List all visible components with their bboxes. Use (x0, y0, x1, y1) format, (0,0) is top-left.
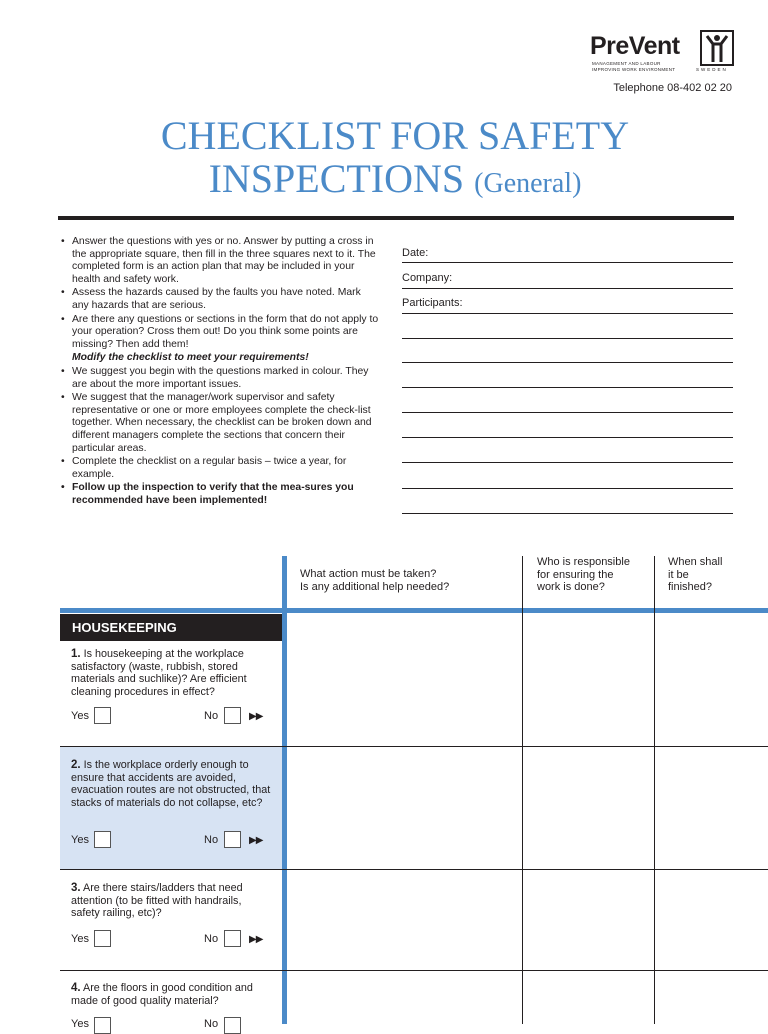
question-2 (71, 759, 273, 809)
logo-wordmark: PreVent (590, 32, 680, 60)
participants-line[interactable] (402, 462, 733, 463)
yes-checkbox[interactable] (94, 930, 111, 947)
row-divider (60, 869, 768, 870)
column-header-when (668, 556, 722, 594)
logo-figure-icon (700, 30, 734, 66)
participants-label: Participants: (402, 297, 463, 309)
section-header-housekeeping: HOUSEKEEPING (60, 614, 282, 641)
question-text: Is the workplace orderly enough to ensure that accidents are avoided, evacuation routes are not obstructed, that stacks of materials do not collapse, etc? (71, 759, 271, 809)
column-header-action (300, 568, 449, 593)
question-number: 1. (71, 648, 81, 660)
column-header-action-line: Is any additional help needed? (300, 580, 450, 593)
logo-country: SWEDEN (696, 67, 728, 72)
participants-line[interactable] (402, 513, 733, 514)
company-line[interactable] (402, 288, 733, 289)
arrow-icon: ▶▶ (249, 711, 263, 722)
no-checkbox[interactable] (224, 831, 241, 848)
participants-line[interactable] (402, 387, 733, 388)
no-checkbox[interactable] (224, 930, 241, 947)
no-label: No (204, 1018, 219, 1030)
no-label: No (204, 834, 219, 846)
no-checkbox[interactable] (224, 707, 241, 724)
no-label: No (204, 710, 219, 722)
question-column-divider (282, 556, 287, 1024)
participants-line[interactable] (402, 412, 733, 413)
yes-label: Yes (71, 933, 89, 945)
instruction-item-bold: • Follow up the inspection to verify that the mea-sures you recommended have been implemented! (60, 482, 380, 507)
column-header-who-line: work is done? (537, 581, 605, 593)
question-text: Is housekeeping at the workplace satisfactory (waste, rubbish, stored materials and suchlike)? Are efficient cleaning procedures in effect? (71, 648, 247, 698)
yes-label: Yes (71, 834, 89, 846)
question-1 (71, 648, 273, 698)
page-title-line-1: CHECKLIST FOR SAFETY (160, 113, 630, 158)
date-label: Date: (402, 247, 429, 259)
row-divider (60, 970, 768, 971)
question-number: 3. (71, 882, 81, 894)
participants-line[interactable] (402, 338, 733, 339)
no-label: No (204, 933, 219, 945)
participants-line[interactable] (402, 362, 733, 363)
logo-tagline-2: IMPROVING WORK ENVIRONMENT (592, 67, 676, 72)
instruction-item: • Assess the hazards caused by the faults you have noted. Mark any hazards that are serious. (60, 287, 380, 312)
yes-label: Yes (71, 1018, 89, 1030)
question-3 (71, 882, 273, 920)
instruction-item: • We suggest that the manager/work supervisor and safety representative or one or more employees complete the check-list together. When necessary, the checklist can be broken down and different managers complete the sections that concern their particular areas. (60, 392, 380, 455)
no-checkbox[interactable] (224, 1017, 241, 1034)
question-text: Are there stairs/ladders that need attention (to be fitted with handrails, safety railing, etc)? (71, 882, 243, 919)
yes-checkbox[interactable] (94, 707, 111, 724)
logo-tagline-1: MANAGEMENT AND LABOUR (592, 61, 661, 66)
page-title-line-2 (0, 155, 768, 202)
yes-label: Yes (71, 710, 89, 722)
yes-checkbox[interactable] (94, 1017, 111, 1034)
column-header-who (537, 556, 630, 594)
telephone-number: Telephone 08-402 02 20 (613, 82, 732, 94)
table-header-rule (60, 608, 768, 613)
question-number: 2. (71, 759, 81, 771)
participants-line[interactable] (402, 488, 733, 489)
arrow-icon: ▶▶ (249, 835, 263, 846)
instruction-item: • Complete the checklist on a regular basis – twice a year, for example. (60, 456, 380, 481)
row-divider (60, 746, 768, 747)
participants-line[interactable] (402, 437, 733, 438)
column-divider (522, 556, 523, 1024)
page-subtitle: (General) (474, 168, 582, 199)
title-divider (58, 216, 734, 220)
date-line[interactable] (402, 262, 733, 263)
column-header-when-line: When shall (668, 556, 723, 568)
column-header-who-line: Who is responsible (537, 556, 630, 568)
question-4 (71, 982, 273, 1007)
column-header-who-line: for ensuring the (537, 568, 614, 581)
page-title-main: INSPECTIONS (208, 156, 465, 201)
column-divider (654, 556, 655, 1024)
participants-line[interactable] (402, 313, 733, 314)
instruction-item: • We suggest you begin with the questions marked in colour. They are about the more important issues. (60, 366, 380, 391)
yes-checkbox[interactable] (94, 831, 111, 848)
arrow-icon: ▶▶ (249, 934, 263, 945)
instruction-item: • Answer the questions with yes or no. Answer by putting a cross in the appropriate square, then fill in the three squares next to it. The completed form is an action plan that may be included in your health and safety work. (60, 236, 380, 286)
question-text: Are the floors in good condition and made of good quality material? (71, 982, 253, 1007)
column-header-action-line: What action must be taken? (300, 568, 437, 580)
company-label: Company: (402, 272, 453, 284)
question-number: 4. (71, 982, 81, 994)
column-header-when-line: finished? (668, 581, 713, 593)
prevent-logo (590, 30, 740, 80)
instruction-emphasis: Modify the checklist to meet your requirements! (72, 352, 309, 364)
instructions (60, 236, 380, 508)
column-header-when-line: it be (668, 568, 689, 581)
instruction-item: • Are there any questions or sections in the form that do not apply to your operation? Cross them out! Do you think some points are missing? Then add them! (60, 314, 380, 352)
